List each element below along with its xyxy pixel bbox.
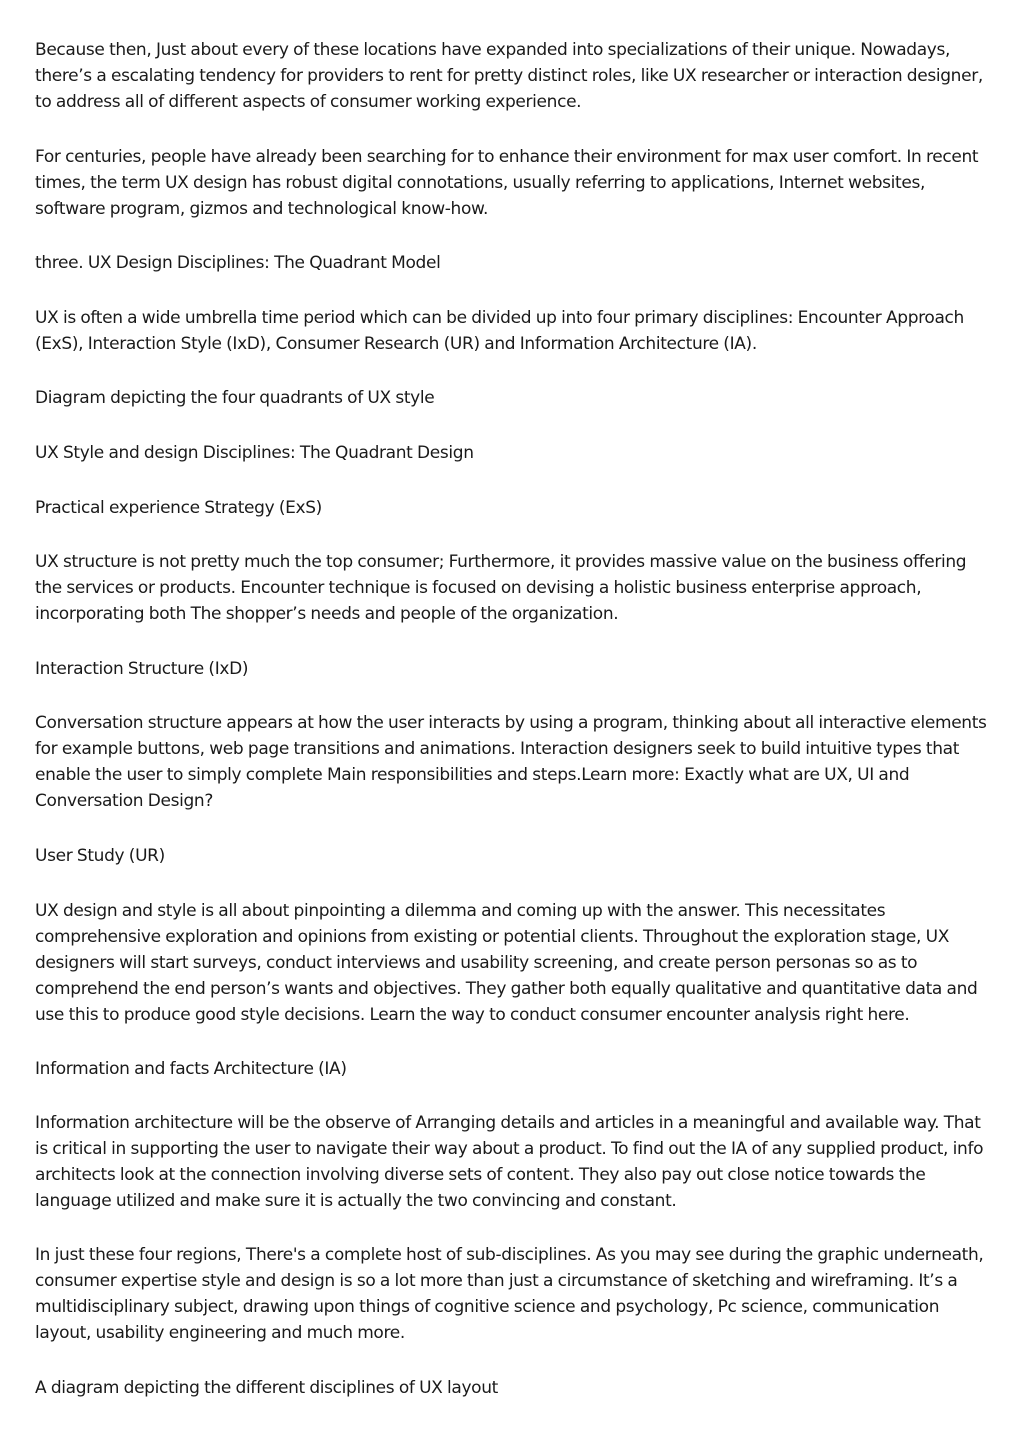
diagram-title-quadrant: UX Style and design Disciplines: The Quadrant Design — [35, 443, 474, 463]
heading-ixd: Interaction Structure (IxD) — [35, 659, 249, 679]
paragraph-exs: UX structure is not pretty much the top consumer; Furthermore, it provides massive value on the business offering the services or products. Encounter technique is focused on devising a holistic business enterprise approach, incorporating both The shopper’s needs and people of the organization. — [35, 552, 967, 624]
paragraph-ixd: Conversation structure appears at how the user interacts by using a program, thinking about all interactive elements for example buttons, web page transitions and animations. Interaction designers seek to build intuitive types that enable the user to simply complete Main responsibilities and steps.Learn more: Exactly what are UX, UI and Conversation Design? — [35, 713, 987, 811]
diagram-caption-disciplines: A diagram depicting the different disciplines of UX layout — [35, 1378, 498, 1398]
section-heading-quadrant: three. UX Design Disciplines: The Quadrant Model — [35, 253, 441, 273]
paragraph-sub-disciplines: In just these four regions, There's a complete host of sub-disciplines. As you may see during the graphic underneath, consumer expertise style and design is so a lot more than just a circumstance of sketching and wireframing. It’s a multidisciplinary subject, drawing upon things of cognitive science and psychology, Pc science, communication layout, usability engineering and much more. — [35, 1245, 984, 1343]
heading-ur: User Study (UR) — [35, 846, 165, 866]
paragraph-ia: Information architecture will be the observe of Arranging details and articles in a meaningful and available way. That is critical in supporting the user to navigate their way about a product. To find out the IA of any supplied product, info architects look at the connection involving diverse sets of content. They also pay out close notice towards the language utilized and make sure it is actually the two convincing and constant. — [35, 1113, 984, 1211]
heading-exs: Practical experience Strategy (ExS) — [35, 498, 322, 518]
heading-ia: Information and facts Architecture (IA) — [35, 1059, 347, 1079]
paragraph-history: For centuries, people have already been searching for to enhance their environment for max user comfort. In recent times, the term UX design has robust digital connotations, usually referring to applications, Internet websites, software program, gizmos and technological know-how. — [35, 147, 979, 219]
diagram-caption-quadrants: Diagram depicting the four quadrants of UX style — [35, 388, 435, 408]
paragraph-umbrella: UX is often a wide umbrella time period which can be divided up into four primary disciplines: Encounter Approach (ExS), Interaction Style (IxD), Consumer Research (UR) and Information Architecture (IA). — [35, 308, 964, 354]
paragraph-ur: UX design and style is all about pinpointing a dilemma and coming up with the answer. This necessitates comprehensive exploration and opinions from existing or potential clients. Throughout the exploration stage, UX designers will start surveys, conduct interviews and usability screening, and create person personas so as to comprehend the end person’s wants and objectives. They gather both equally qualitative and quantitative data and use this to produce good style decisions. Learn the way to conduct consumer encounter analysis right here. — [35, 901, 978, 1025]
paragraph-specializations: Because then, Just about every of these locations have expanded into specializations of their unique. Nowadays, there’s a escalating tendency for providers to rent for pretty distinct roles, like UX researcher or interaction designer, to address all of different aspects of consumer working experience. — [35, 40, 983, 112]
